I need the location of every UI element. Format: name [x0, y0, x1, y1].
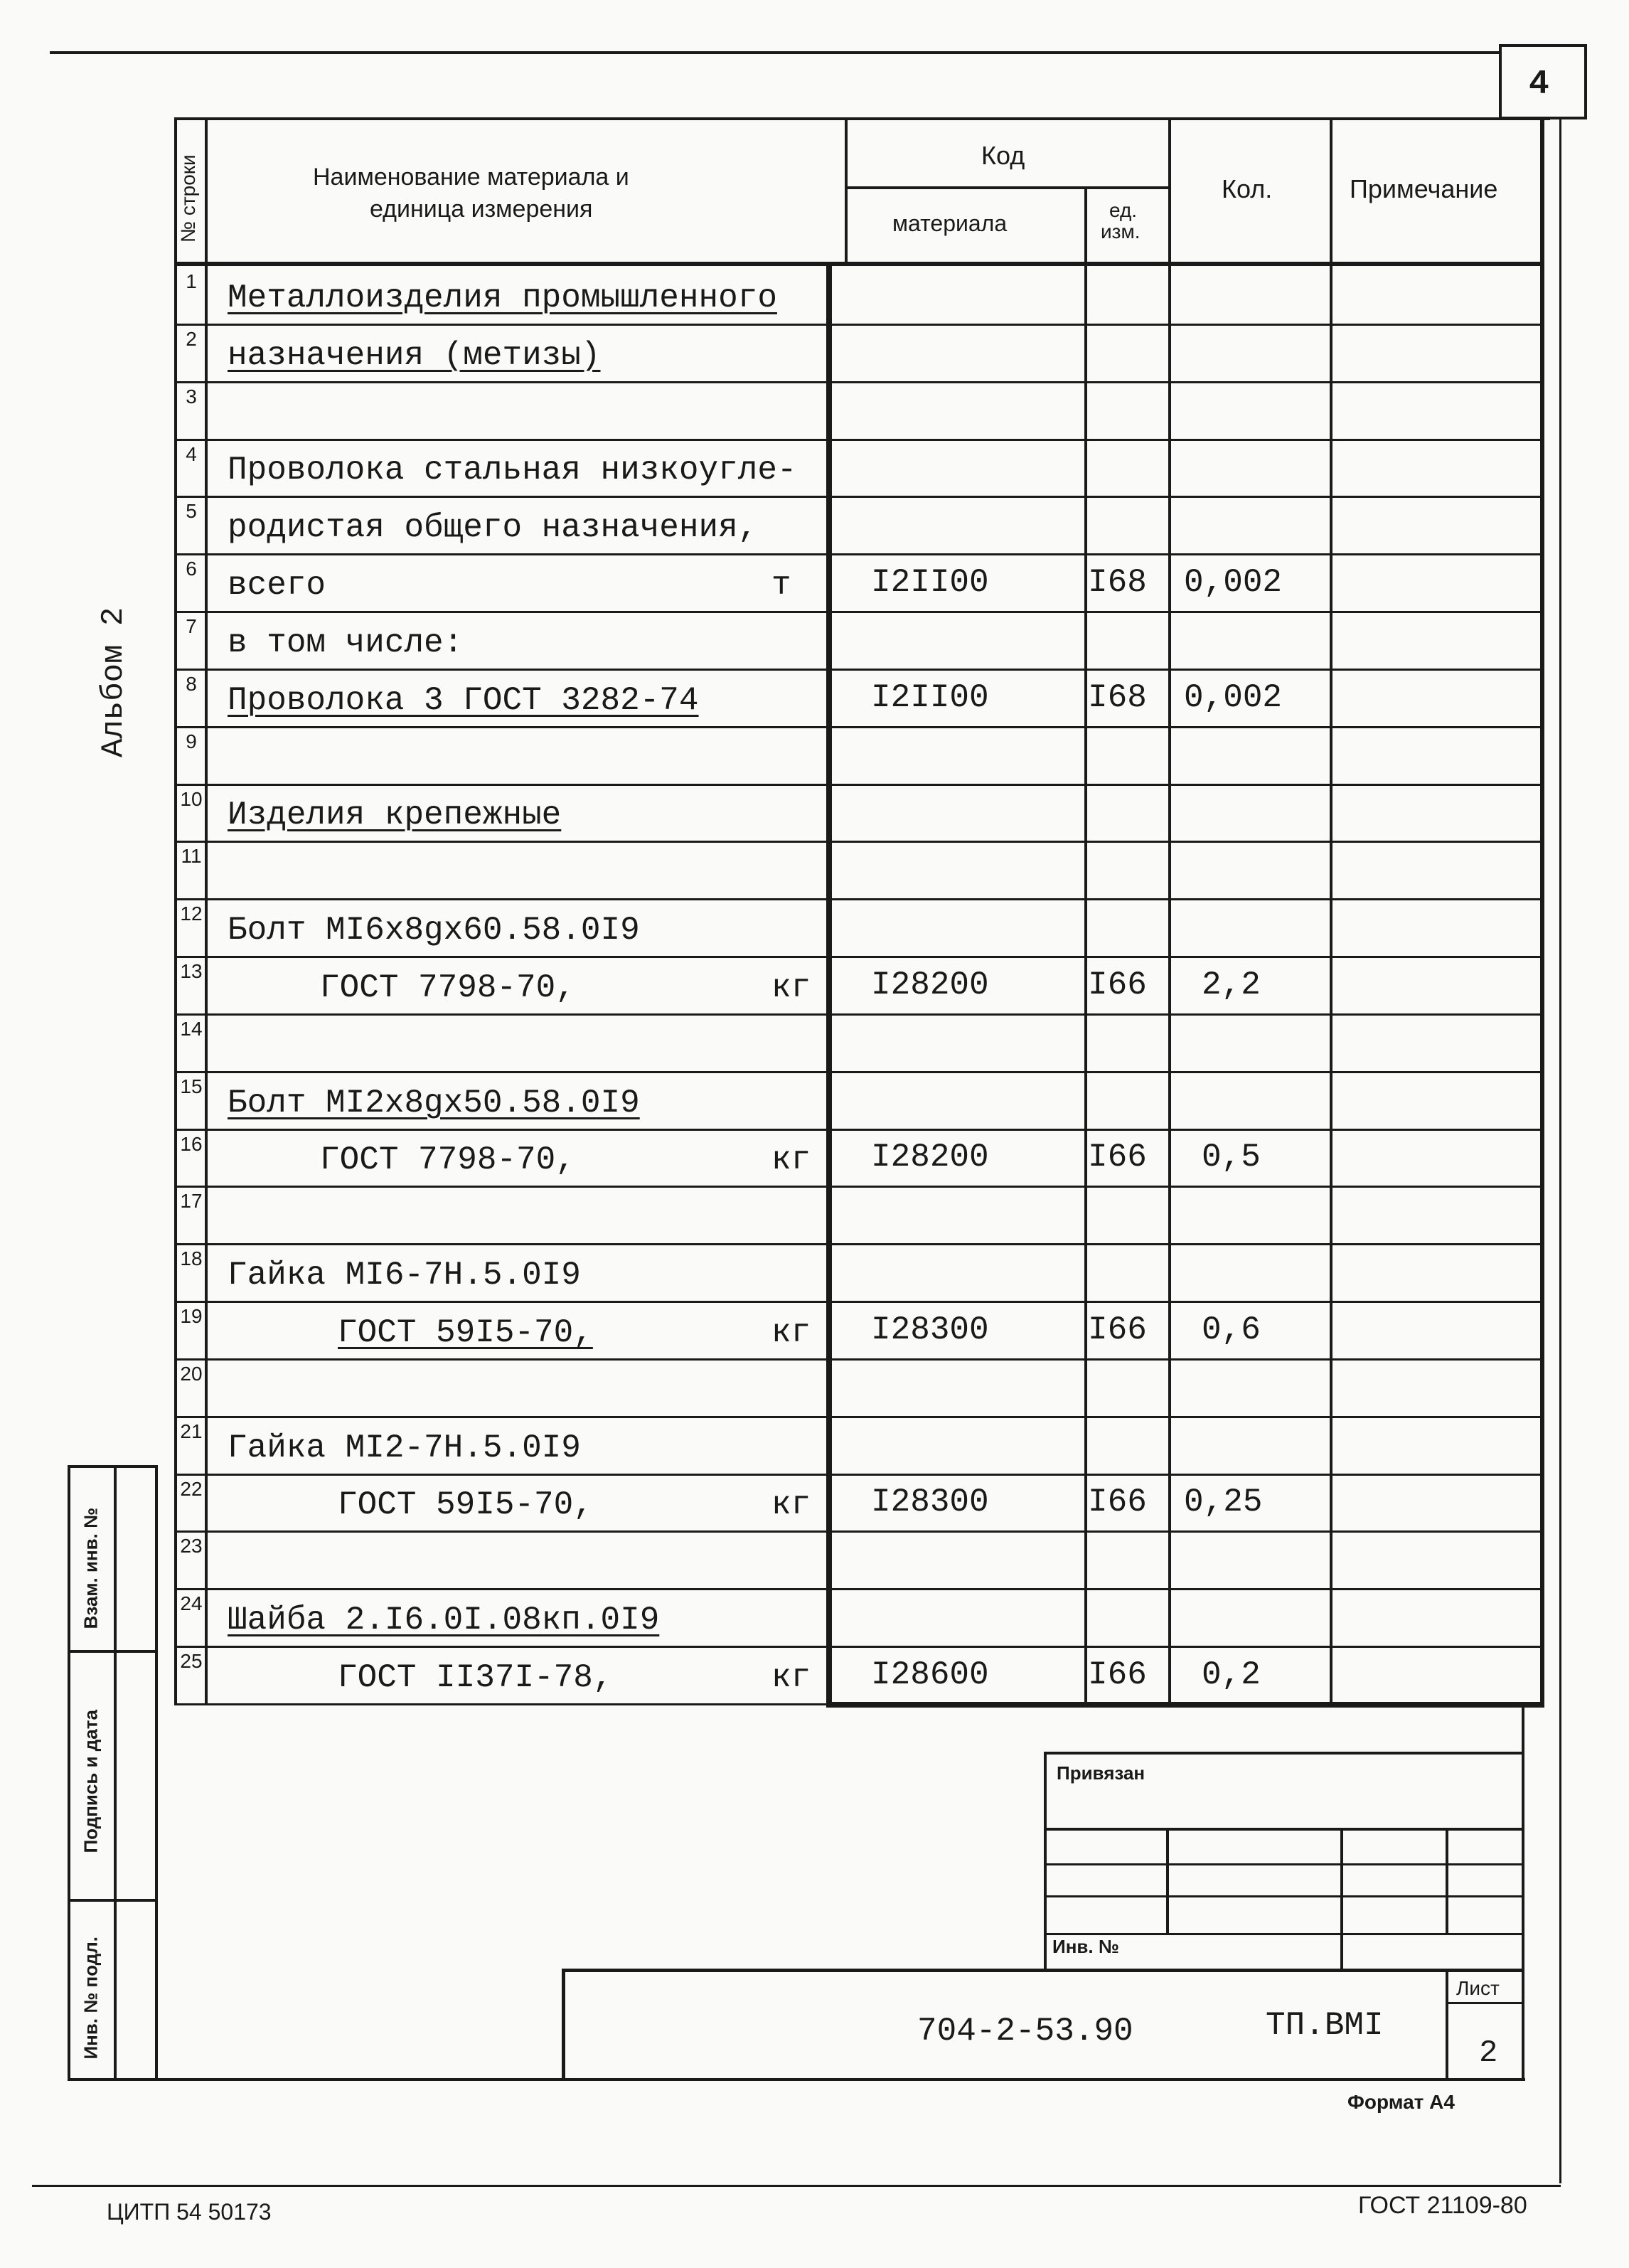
table-top	[174, 117, 1550, 120]
page-number-box-left	[1499, 44, 1502, 119]
row-separator	[174, 496, 1543, 498]
row-quantity: 0,002	[1184, 564, 1283, 602]
row-name: Болт MI6x8gx60.58.0I9	[228, 912, 640, 949]
row-name: Болт MI2x8gx50.58.0I9	[228, 1084, 640, 1122]
row-number: 11	[181, 845, 202, 868]
row-material-code: I28600	[871, 1656, 989, 1693]
row-name: Изделия крепежные	[228, 797, 562, 834]
doc-mark: ТП.ВМI	[1266, 2007, 1384, 2044]
privyazan-sep-2	[1044, 1863, 1524, 1865]
album-label: Альбом 2	[96, 607, 132, 757]
header-row-no: № строки	[177, 154, 199, 243]
side-box-mid	[114, 1465, 117, 2080]
side-box-left	[68, 1465, 70, 2080]
row-separator	[174, 439, 1543, 441]
header-code: Код	[981, 141, 1025, 170]
row-number: 25	[180, 1650, 203, 1673]
row-quantity: 0,6	[1202, 1311, 1261, 1348]
row-unit: кг	[771, 1314, 811, 1351]
header-name-2: единица измерения	[370, 196, 593, 223]
stamp-right-outer	[1522, 1703, 1524, 2080]
row-number: 22	[180, 1477, 203, 1500]
row-name: ГОСТ 7798-70,	[320, 969, 575, 1006]
row-unit-code: I66	[1088, 1484, 1147, 1521]
row-unit-code: I66	[1088, 1139, 1147, 1176]
table-col-code-data	[826, 263, 832, 1707]
row-name: Проволока стальная низкоугле-	[228, 452, 797, 489]
row-number: 20	[180, 1362, 203, 1385]
page-number-box-right	[1584, 44, 1587, 119]
row-number: 8	[186, 672, 197, 695]
list-number: 2	[1479, 2035, 1498, 2071]
row-separator	[174, 1416, 1543, 1418]
row-separator	[174, 381, 1543, 383]
row-number: 18	[180, 1247, 203, 1270]
privyazan-box-left	[1044, 1752, 1047, 1972]
row-separator	[174, 726, 1543, 728]
row-number: 23	[180, 1535, 203, 1558]
row-number: 19	[180, 1305, 203, 1328]
row-separator	[174, 1243, 1543, 1245]
privyazan-sep-1	[1044, 1828, 1524, 1831]
row-separator	[174, 1646, 1543, 1648]
header-note: Примечание	[1350, 174, 1498, 203]
row-name: ГОСТ 59I5-70,	[338, 1314, 593, 1351]
row-number: 12	[180, 903, 203, 925]
row-number: 16	[180, 1132, 203, 1155]
row-separator	[174, 956, 1543, 958]
row-material-code: I28200	[871, 1139, 989, 1176]
table-col-qty	[1168, 117, 1171, 1705]
privyazan-col-1	[1166, 1828, 1169, 1934]
row-number: 1	[186, 270, 197, 292]
row-name: Гайка MI2-7H.5.0I9	[228, 1429, 581, 1466]
header-material: материала	[892, 211, 1008, 236]
row-separator	[174, 324, 1543, 326]
row-quantity: 0,5	[1202, 1139, 1261, 1176]
row-separator	[174, 553, 1543, 555]
row-unit: кг	[771, 969, 811, 1006]
row-separator	[174, 611, 1543, 613]
table-col-unit	[1084, 186, 1087, 1705]
page-number: 4	[1529, 65, 1549, 104]
row-number: 4	[186, 442, 197, 465]
row-quantity: 2,2	[1202, 966, 1261, 1003]
table-bottom	[826, 1702, 1544, 1708]
privyazan-col-3	[1446, 1828, 1448, 1934]
row-name: в том числе:	[228, 624, 464, 661]
page-number-box-top	[1499, 44, 1587, 47]
row-number: 21	[180, 1420, 203, 1442]
row-unit-code: I68	[1088, 678, 1147, 716]
privyazan-sep-4	[1044, 1933, 1524, 1935]
footer-left: ЦИТП 54 50173	[107, 2199, 272, 2225]
row-unit: кг	[771, 1659, 811, 1696]
row-name: Металлоизделия промышленного	[228, 279, 777, 316]
list-label: Лист	[1456, 1977, 1500, 1999]
header-unit-2: изм.	[1101, 220, 1141, 243]
row-unit: кг	[771, 1486, 811, 1524]
row-name: назначения (метизы)	[228, 336, 601, 374]
row-name: ГОСТ 59I5-70,	[338, 1486, 593, 1524]
privyazan-col-2	[1340, 1828, 1343, 1970]
row-separator	[174, 1358, 1543, 1361]
inv-no-label: Инв. №	[1052, 1936, 1119, 1957]
row-separator	[174, 1530, 1543, 1533]
side-box-bottom	[68, 2078, 1525, 2081]
header-qty: Кол.	[1222, 174, 1273, 203]
row-number: 2	[186, 327, 197, 350]
row-quantity: 0,002	[1184, 678, 1283, 716]
header-bottom	[174, 262, 1544, 266]
side-sep-2	[68, 1899, 156, 1902]
page-bottom-rule	[32, 2185, 1561, 2187]
privyazan-sep-3	[1044, 1895, 1524, 1897]
row-separator	[174, 898, 1543, 900]
row-separator	[174, 1013, 1543, 1016]
row-separator	[174, 1588, 1543, 1590]
doc-box-top	[562, 1969, 1524, 1972]
row-name: Проволока 3 ГОСТ 3282-74	[228, 681, 699, 719]
row-number: 13	[180, 960, 203, 983]
row-separator	[174, 1129, 1543, 1131]
doc-code: 704-2-53.90	[917, 2013, 1133, 2050]
vzam-label: Взам. инв. №	[80, 1507, 102, 1629]
row-number: 7	[186, 615, 197, 638]
row-separator	[174, 1474, 1543, 1476]
row-number: 15	[180, 1075, 203, 1097]
row-material-code: I2II00	[871, 564, 989, 602]
page-right-border	[1559, 117, 1561, 2183]
row-name: всего	[228, 567, 326, 605]
row-quantity: 0,2	[1202, 1656, 1261, 1693]
table-bottom-left	[174, 1703, 828, 1705]
row-name: родистая общего назначения,	[228, 509, 758, 547]
row-unit: кг	[771, 1141, 811, 1179]
row-separator	[174, 669, 1543, 671]
header-name-1: Наименование материала и	[313, 164, 629, 191]
page-top-rule	[50, 51, 1500, 54]
row-number: 24	[180, 1592, 203, 1615]
row-separator	[174, 784, 1543, 786]
footer-right: ГОСТ 21109-80	[1358, 2192, 1527, 2219]
row-material-code: I28300	[871, 1484, 989, 1521]
inv-podl-label: Инв. № подл.	[80, 1936, 102, 2060]
side-box-top	[68, 1465, 156, 1468]
row-material-code: I28300	[871, 1311, 989, 1348]
row-unit-code: I68	[1088, 564, 1147, 602]
row-unit: т	[771, 567, 791, 605]
row-name: ГОСТ II37I-78,	[338, 1659, 613, 1696]
row-number: 3	[186, 385, 197, 408]
list-box-left	[1446, 1969, 1448, 2080]
row-number: 6	[186, 558, 197, 580]
row-quantity: 0,25	[1184, 1484, 1263, 1521]
header-code-split	[845, 186, 1170, 189]
row-material-code: I28200	[871, 966, 989, 1003]
side-sep-1	[68, 1650, 156, 1653]
row-name: Гайка MI6-7H.5.0I9	[228, 1257, 581, 1294]
stamp-left-outer	[155, 1703, 158, 2080]
podpis-label: Подпись и дата	[80, 1710, 102, 1853]
row-number: 10	[180, 787, 203, 810]
list-box-sep	[1446, 2002, 1524, 2004]
privyazan-label: Привязан	[1057, 1762, 1145, 1784]
table-col-note	[1330, 117, 1332, 1705]
row-separator	[174, 1301, 1543, 1303]
row-unit-code: I66	[1088, 1311, 1147, 1348]
row-separator	[174, 1186, 1543, 1188]
row-separator	[174, 841, 1543, 843]
row-material-code: I2II00	[871, 678, 989, 716]
row-number: 9	[186, 730, 197, 752]
table-col-code	[845, 117, 848, 263]
row-number: 5	[186, 500, 197, 523]
doc-box-left	[562, 1969, 565, 2080]
row-unit-code: I66	[1088, 1656, 1147, 1693]
row-name: Шайба 2.I6.0I.08кп.0I9	[228, 1602, 660, 1639]
row-name: ГОСТ 7798-70,	[320, 1141, 575, 1179]
row-unit-code: I66	[1088, 966, 1147, 1003]
header-unit-1: ед.	[1109, 199, 1138, 221]
privyazan-box-top	[1044, 1752, 1524, 1755]
row-number: 17	[180, 1190, 203, 1213]
row-number: 14	[180, 1017, 203, 1040]
row-separator	[174, 1071, 1543, 1073]
format-label: Формат А4	[1347, 2091, 1455, 2113]
table-right	[1540, 117, 1544, 1705]
